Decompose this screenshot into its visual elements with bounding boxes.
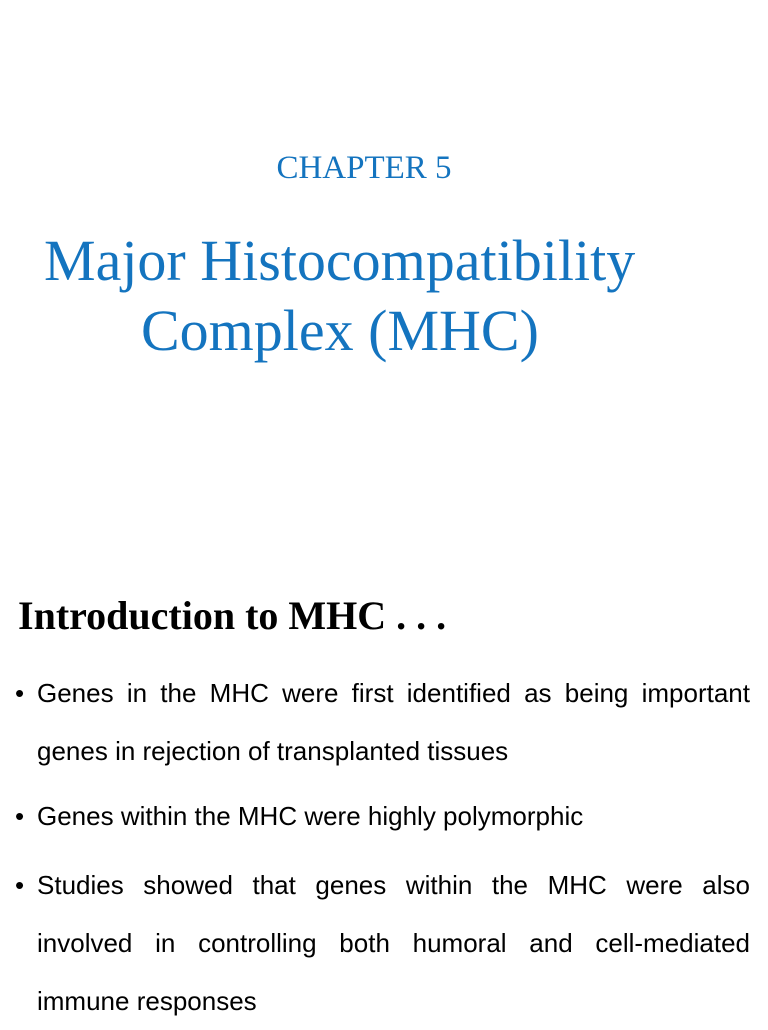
chapter-label-text: CHAPTER 5 xyxy=(276,150,452,186)
list-item xyxy=(15,787,750,845)
bullet-text: Genes in the MHC were first identified as being important genes in rejection of transplanted tissues xyxy=(37,678,750,766)
list-item xyxy=(15,664,750,780)
bullet-text: Studies showed that genes within the MHC were also involved in controlling both humoral and cell-mediated immune responses xyxy=(37,870,750,1016)
title-line-1: Major Histocompatibility xyxy=(44,228,636,293)
bullet-text: Genes within the MHC were highly polymorphic xyxy=(37,801,584,831)
bullet-list xyxy=(15,664,750,1030)
list-item xyxy=(15,856,750,1030)
bullet-icon: • xyxy=(15,801,25,831)
chapter-label xyxy=(0,146,768,190)
title-line-2: Complex (MHC) xyxy=(141,298,539,363)
bullet-icon: • xyxy=(15,678,25,708)
section-heading: Introduction to MHC . . . xyxy=(18,593,447,638)
bullet-icon: • xyxy=(15,870,25,900)
